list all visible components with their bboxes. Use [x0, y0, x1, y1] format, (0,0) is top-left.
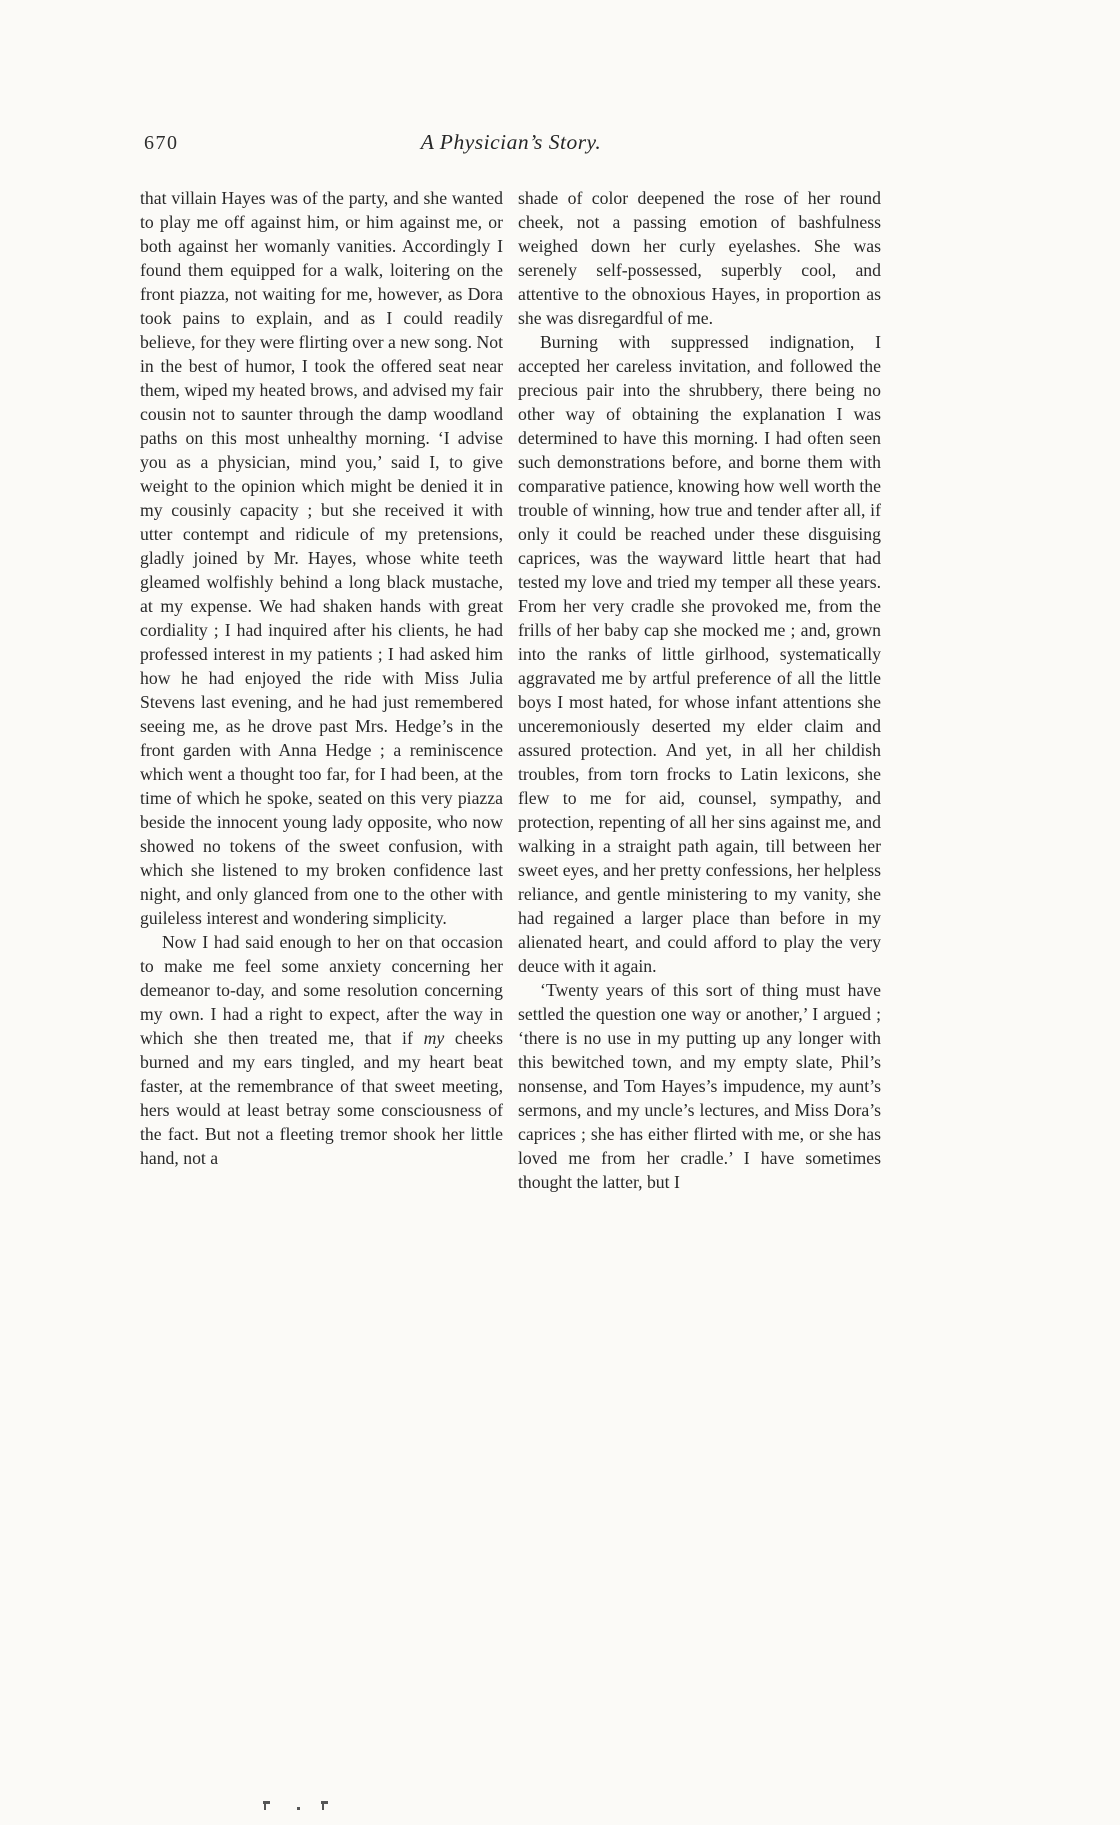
paragraph: ‘Twenty years of this sort of thing must have settled the question one way or another,’ I argued ; ‘there is no use in my putting up any longer with this bewitched town, and my empty slate, Phil’s nonsense, and Tom Hayes’s impudence, my aunt’s sermons, and my uncle’s lectures, and Miss Dora’s caprices ; she has either flirted with me, or she has loved me from her cradle.’ I have sometimes thought the latter, but I — [518, 980, 881, 1192]
page-header — [140, 130, 882, 162]
paragraph-text: cheeks burned and my ears tingled, and my heart beat faster, at the remembrance of that sweet meeting, hers would at least betray some consciousness of the fact. But not a fleeting tremor shook her little hand, not a — [140, 1028, 503, 1168]
artifact-mark — [264, 1804, 266, 1810]
paragraph: Burning with suppressed indignation, I accepted her careless invitation, and followed the precious pair into the shrubbery, there being no other way of obtaining the explanation I was determined to have this morning. I had often seen such demonstrations before, and borne them with comparative patience, knowing how well worth the trouble of winning, how true and tender after all, if only it could be reached under these disguising caprices, was the wayward little heart that had tested my love and tried my temper all these years. From her very cradle she provoked me, from the frills of her baby cap she mocked me ; and, grown into the ranks of little girlhood, systematically aggravated me by artful preference of all the little boys I most hated, for whose infant attentions she unceremoniously deserted my elder claim and assured protection. And yet, in all her childish troubles, from torn frocks to Latin lexicons, she flew to me for aid, counsel, sympathy, and protection, repenting of all her sins against me, and walking in a straight path again, till between her sweet eyes, and her pretty confessions, her helpless reliance, and gentle ministering to my vanity, she had regained a larger place than before in my alienated heart, and could afford to play the very deuce with it again. — [518, 332, 881, 976]
text-body — [140, 186, 882, 1194]
italic-word: my — [423, 1028, 445, 1048]
column-left — [140, 186, 503, 1194]
running-title: A Physician’s Story. — [420, 130, 602, 154]
page-number: 670 — [144, 132, 179, 154]
artifact-mark — [322, 1804, 324, 1810]
paragraph-text: Now I had said enough to her on that occasion to make me feel some anxiety concerning her demeanor to-day, and some resolution concerning my own. I had a right to expect, after the way in which she then treated me, that if — [140, 932, 503, 1048]
scan-artifact — [263, 1801, 335, 1813]
paragraph-continuation: that villain Hayes was of the party, and she wanted to play me off against him, or him against me, or both against her womanly vanities. Accordingly I found them equipped for a walk, loitering on the front piazza, not waiting for me, however, as Dora took pains to explain, and as I could readily believe, for they were flirting over a new song. Not in the best of humor, I took the offered seat near them, wiped my heated brows, and advised my fair cousin not to saunter through the damp woodland paths on this most unhealthy morning. ‘I advise you as a physician, mind you,’ said I, to give weight to the opinion which might be denied it in my cousinly capacity ; but she received it with utter contempt and ridicule of my pretensions, gladly joined by Mr. Hayes, whose white teeth gleamed wolfishly behind a long black mustache, at my expense. We had shaken hands with great cordiality ; I had inquired after his clients, he had professed interest in my patients ; I had asked him how he had enjoyed the ride with Miss Julia Stevens last evening, and he had just remembered seeing me, as he drove past Mrs. Hedge’s in the front garden with Anna Hedge ; a reminiscence which went a thought too far, for I had been, at the time of which he spoke, seated on this very piazza beside the innocent young lady opposite, who now showed no tokens of the sweet confusion, with which she listened to my broken confidence last night, and only glanced from one to the other with guileless interest and wondering simplicity. — [140, 188, 503, 928]
paragraph — [140, 930, 503, 1170]
column-right — [518, 186, 881, 1194]
paragraph-continuation: shade of color deepened the rose of her round cheek, not a passing emotion of bashfulness weighed down her curly eyelashes. She was serenely self-possessed, superbly cool, and attentive to the obnoxious Hayes, in proportion as she was disregardful of me. — [518, 188, 881, 328]
artifact-mark — [297, 1807, 300, 1810]
